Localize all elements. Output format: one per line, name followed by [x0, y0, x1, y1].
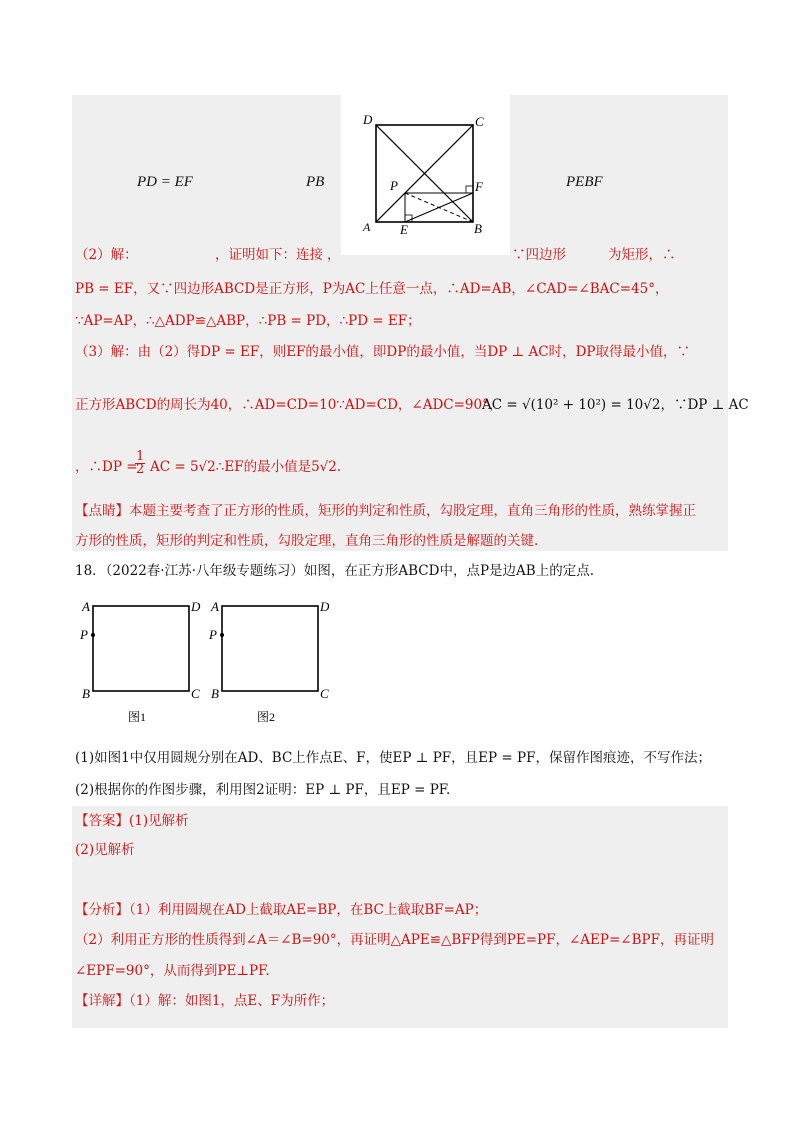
fig2-label-A: A — [211, 599, 219, 614]
fig2-label-D: D — [320, 599, 330, 614]
row1-text-b: PB — [306, 174, 325, 190]
p2-line1-e: 为矩形，∴ — [608, 247, 676, 263]
p3-line2-b: AC = √(10² + 10²) = 10√2，∵DP ⊥ AC — [482, 397, 749, 413]
fig2-label-C: C — [320, 686, 329, 701]
label-F: F — [475, 179, 483, 194]
p2-line1-c: ， — [327, 247, 341, 263]
answer-line1: 【答案】(1)见解析 — [75, 813, 189, 829]
fig1-label-A: A — [82, 599, 90, 614]
q18-part2: (2)根据你的作图步骤，利用图2证明：EP ⊥ PF，且EP = PF. — [75, 782, 451, 798]
fig1-label-C: C — [191, 686, 200, 701]
q18-stem: 18．（2022春·江苏·八年级专题练习）如图，在正方形ABCD中，点P是边AB上的定点. — [75, 563, 594, 579]
answer-line2: (2)见解析 — [75, 842, 135, 858]
label-C: C — [475, 114, 484, 129]
square-abcd-figure — [341, 95, 510, 255]
label-B: B — [474, 221, 482, 236]
dianjing-line1: 【点睛】本题主要考查了正方形的性质，矩形的判定和性质，勾股定理，直角三角形的性质，熟练掌握正 — [75, 503, 696, 519]
row1-text-a: PD = EF — [137, 174, 193, 190]
p3-line3-a: ，∴DP = — [75, 459, 138, 475]
fig1-label-P: P — [80, 627, 88, 642]
p2-line2: PB = EF，又∵四边形ABCD是正方形，P为AC上任意一点，∴AD=AB，∠CAD=∠BAC=45°， — [75, 281, 669, 297]
fenxi-line2: （2）利用正方形的性质得到∠A＝∠B=90°，再证明△APE≌△BFP得到PE=PF，∠AEP=∠BPF，再证明 — [75, 932, 714, 948]
fig1-label-B: B — [82, 686, 90, 701]
fig1-caption: 图1 — [128, 710, 147, 724]
p2-line3: ∵AP=AP，∴△ADP≌△ABP，∴PB = PD，∴PD = EF； — [75, 313, 421, 329]
p3-line3-b: AC = 5√2∴EF的最小值是5√2. — [150, 459, 342, 475]
fenxi-line1: 【分析】（1）利用圆规在AD上截取AE=BP，在BC上截取BF=AP； — [75, 902, 488, 918]
fig2-label-B: B — [211, 686, 219, 701]
label-A: A — [363, 220, 371, 234]
fraction-denominator: 2 — [136, 462, 145, 477]
q18-figure-2 — [207, 595, 337, 725]
p3-line2-a: 正方形ABCD的周长为40，∴AD=CD=10∵AD=CD，∠ADC=90°， — [75, 397, 503, 413]
p2-line1-d: ∵四边形 — [512, 247, 566, 263]
dianjing-line2: 方形的性质，矩形的判定和性质，勾股定理，直角三角形的性质是解题的关键. — [75, 533, 539, 549]
fenxi-line3: ∠EPF=90°，从而得到PE⊥PF. — [75, 963, 270, 979]
p3-line1: （3）解：由（2）得DP = EF，则EF的最小值，即DP的最小值，当DP ⊥ AC时，DP取得最小值，∵ — [75, 344, 691, 360]
fig2-label-P: P — [209, 627, 217, 642]
p3-fraction-half — [135, 451, 145, 476]
q18-part1: (1)如图1中仅用圆规分别在AD、BC上作点E、F，使EP ⊥ PF，且EP = PF，保留作图痕迹，不写作法； — [75, 750, 711, 766]
label-D: D — [363, 112, 373, 127]
p2-line1-b: ，证明如下：连接 — [215, 247, 323, 263]
fig2-caption: 图2 — [257, 710, 276, 724]
label-E: E — [400, 222, 408, 237]
row1-text-c: PEBF — [566, 174, 603, 190]
fig1-label-D: D — [191, 599, 201, 614]
fraction-numerator: 1 — [136, 449, 145, 464]
label-P: P — [390, 178, 398, 193]
p2-line1-a: （2）解： — [75, 247, 138, 263]
xiangjie-line: 【详解】（1）解：如图1，点E、F为所作； — [75, 993, 335, 1009]
q18-figure-1 — [78, 595, 208, 725]
